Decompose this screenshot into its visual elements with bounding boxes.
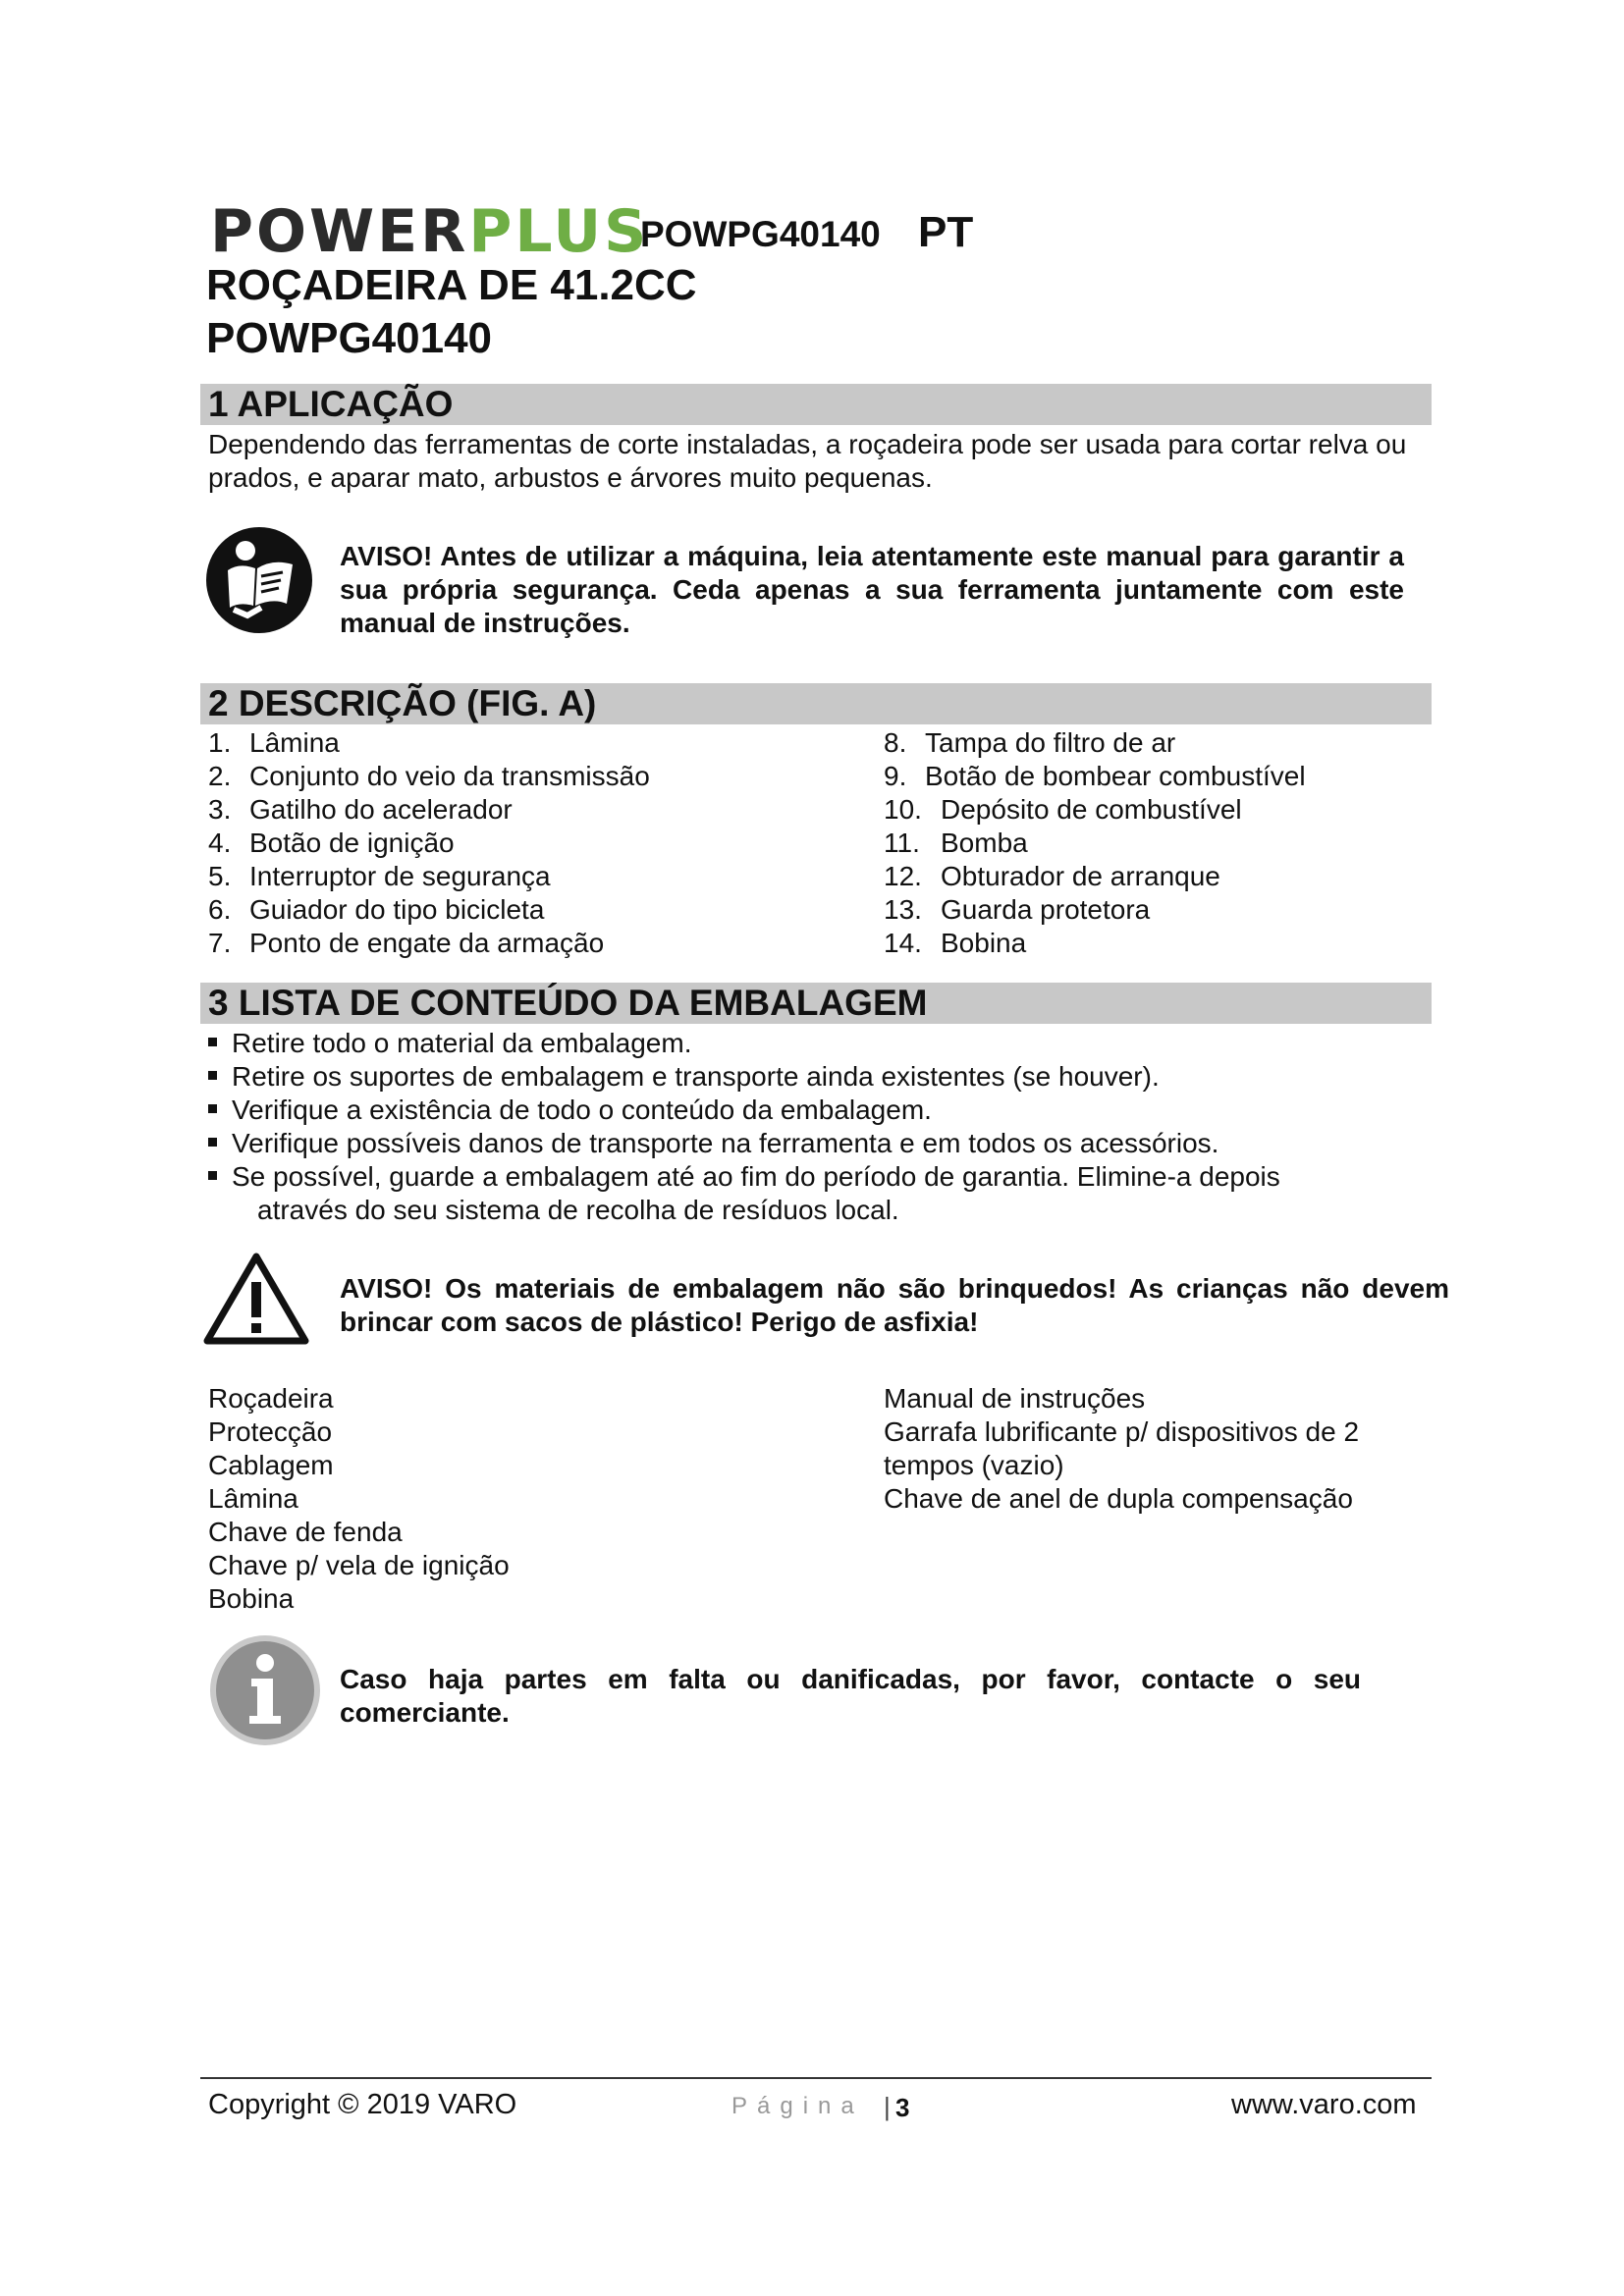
list-item: 14. Bobina [884, 928, 1027, 958]
list-item-continuation: através do seu sistema de recolha de resíduos local. [257, 1195, 899, 1225]
info-note: Caso haja partes em falta ou danificadas, por favor, contacte o seu comerciante. [340, 1664, 1361, 1728]
section-3-warning: AVISO! Os materiais de embalagem não são brinquedos! As crianças não devem brincar com sacos de plástico! Perigo de asfixia! [340, 1273, 1449, 1337]
list-item: 2. Conjunto do veio da transmissão [208, 761, 650, 791]
list-item: 7. Ponto de engate da armação [208, 928, 605, 958]
brand-logo [210, 192, 650, 266]
footer-website: www.varo.com [1231, 2089, 1417, 2120]
list-item: Verifique possíveis danos de transporte na ferramenta e em todos os acessórios. [208, 1127, 1426, 1160]
list-item: tempos (vazio) [884, 1450, 1064, 1480]
list-item: 12. Obturador de arranque [884, 861, 1220, 891]
list-item: Cablagem [208, 1450, 334, 1480]
list-item: Se possível, guarde a embalagem até ao fim do período de garantia. Elimine-a depois [208, 1160, 1426, 1194]
header-model: POWPG40140 [640, 214, 881, 254]
list-item: Garrafa lubrificante p/ dispositivos de 2 [884, 1416, 1360, 1447]
description-list-left [208, 726, 650, 960]
list-item: 13. Guarda protetora [884, 894, 1151, 925]
info-icon [208, 1633, 322, 1747]
warning-triangle-icon [202, 1251, 310, 1347]
list-item: Retire todo o material da embalagem. [208, 1027, 1426, 1060]
list-item: Roçadeira [208, 1383, 334, 1414]
footer-copyright: Copyright © 2019 VARO [208, 2089, 517, 2120]
read-manual-icon [204, 525, 314, 635]
list-item: Chave p/ vela de ignição [208, 1550, 510, 1580]
logo-power-text: POWER [210, 197, 469, 266]
list-item: 11. Bomba [884, 828, 1028, 858]
contents-list-left [208, 1382, 510, 1616]
section-2-title: 2 DESCRIÇÃO (FIG. A) [208, 683, 597, 723]
footer-divider [200, 2077, 1432, 2079]
list-item: 8. Tampa do filtro de ar [884, 727, 1176, 758]
footer-page-number: 3 [895, 2093, 910, 2122]
list-item: Chave de fenda [208, 1517, 403, 1547]
language-code: PT [918, 208, 974, 256]
list-item: Bobina [208, 1583, 295, 1614]
section-1-warning: AVISO! Antes de utilizar a máquina, leia atentamente este manual para garantir a sua própria segurança. Ceda apenas a sua ferramenta juntamente com este manual de instruções. [340, 541, 1404, 638]
list-item: Verifique a existência de todo o conteúdo da embalagem. [208, 1094, 1426, 1127]
footer-page-separator: | [884, 2092, 891, 2121]
footer-page-label: Página [731, 2093, 864, 2119]
list-item: 4. Botão de ignição [208, 828, 455, 858]
list-item: 1. Lâmina [208, 727, 340, 758]
list-item: 5. Interruptor de segurança [208, 861, 551, 891]
list-item: 6. Guiador do tipo bicicleta [208, 894, 545, 925]
list-item: 10. Depósito de combustível [884, 794, 1242, 825]
list-item: Retire os suportes de embalagem e transporte ainda existentes (se houver). [208, 1060, 1426, 1094]
section-1-paragraph: Dependendo das ferramentas de corte instaladas, a roçadeira pode ser usada para cortar relva ou prados, e aparar mato, arbustos e árvores muito pequenas. [208, 429, 1407, 493]
document-model-title: POWPG40140 [206, 314, 493, 362]
list-item: 3. Gatilho do acelerador [208, 794, 513, 825]
list-item: Protecção [208, 1416, 333, 1447]
document-title: ROÇADEIRA DE 41.2CC [206, 261, 697, 309]
list-item: 9. Botão de bombear combustível [884, 761, 1306, 791]
description-list-right [884, 726, 1306, 960]
list-item: Chave de anel de dupla compensação [884, 1483, 1353, 1514]
list-item: Lâmina [208, 1483, 298, 1514]
section-3-title: 3 LISTA DE CONTEÚDO DA EMBALAGEM [208, 983, 928, 1023]
section-1-title: 1 APLICAÇÃO [208, 384, 454, 424]
contents-list-right [884, 1382, 1359, 1516]
logo-plus-text: PLUS [468, 197, 650, 266]
list-item: Manual de instruções [884, 1383, 1146, 1414]
